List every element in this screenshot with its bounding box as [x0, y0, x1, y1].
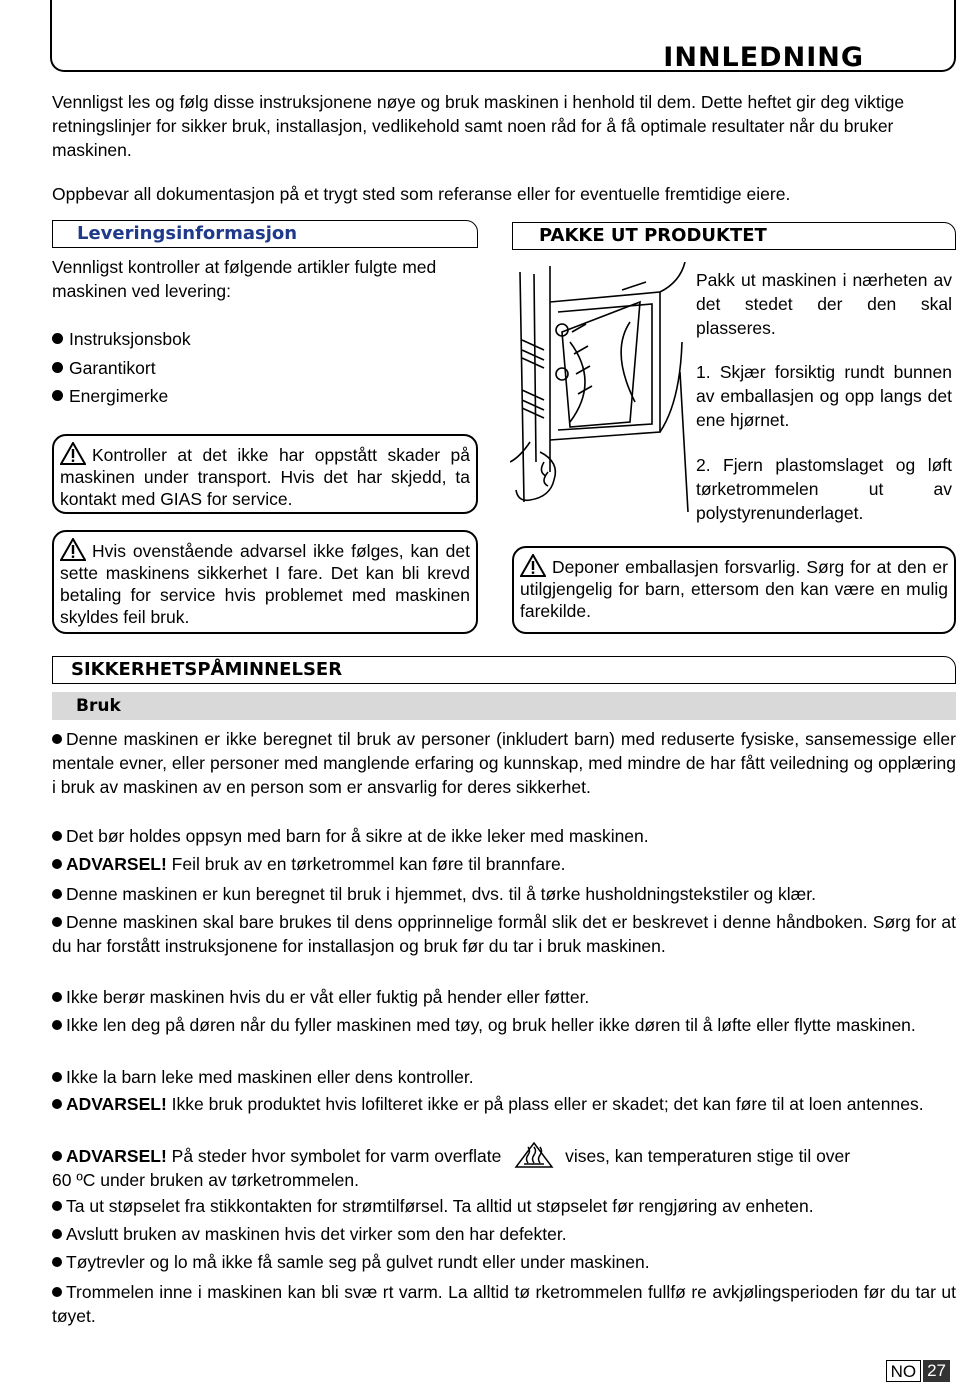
safety-item: Ta ut støpselet fra stikkontakten for strømtilførsel. Ta alltid ut støpselet før rengjøring av enheten. — [52, 1194, 956, 1218]
transport-warning-text: Kontroller at det ikke har oppstått skader på maskinen under transport. Hvis det har skjedd, ta kontakt med GIAS for service. — [60, 445, 470, 509]
unpack-step-2: 2. Fjern plastomslaget og løft tørketrommelen ut av polystyrenunderlaget. — [696, 455, 952, 523]
safety-item: Ikke len deg på døren når du fyller maskinen med tøy, og bruk heller ikke døren til å løfte eller flytte maskinen. — [52, 1013, 956, 1037]
warning-icon — [520, 554, 546, 577]
packaging-warning-box — [512, 546, 956, 634]
intro-paragraph: Vennligst les og følg disse instruksjonene nøye og bruk maskinen i henhold til dem. Dette heftet gir deg viktige retningslinjer for sikker bruk, installasjon, vedlikehold samt noen råd for å få optimale resultater når du bruker maskinen. — [52, 92, 905, 160]
safety-item: Trommelen inne i maskinen kan bli svæ rt varm. La alltid tø rketrommelen fullfø re avkjølingsperioden før du tar ut tøyet. — [52, 1282, 956, 1326]
safety-item: Denne maskinen er kun beregnet til bruk i hjemmet, dvs. til å tørke husholdningstekstiler og klær. — [52, 882, 956, 906]
safety-item: Denne maskinen skal bare brukes til dens opprinnelige formål slik det er beskrevet i denne håndboken. Sørg for at du har forstått instruksjonene for installasjon og bruk før du tar i bruk maskinen. — [52, 912, 956, 956]
safety-item: Avslutt bruken av maskinen hvis det virker som den har defekter. — [52, 1222, 956, 1246]
hot-surface-icon — [514, 1142, 554, 1168]
list-item: Energimerke — [52, 382, 472, 411]
delivery-heading: Leveringsinformasjon — [52, 220, 478, 248]
usage-subheading-bar — [52, 692, 956, 720]
unpack-heading: PAKKE UT PRODUKTET — [512, 222, 956, 250]
delivery-items — [52, 325, 472, 411]
safety-heading: SIKKERHETSPÅMINNELSER — [52, 656, 956, 684]
intro-storage-note: Oppbevar all dokumentasjon på et trygt sted som referanse eller for eventuelle fremtidige eiere. — [52, 184, 791, 204]
safety-item: Ikke berør maskinen hvis du er våt eller fuktig på hender eller føtter. — [52, 985, 956, 1009]
list-item: Garantikort — [52, 354, 472, 383]
unpacking-illustration — [510, 262, 690, 512]
misuse-warning-text: Hvis ovenstående advarsel ikke følges, kan det sette maskinens sikkerhet I fare. Det kan bli krevd betaling for service hvis problemet med maskinen skyldes feil bruk. — [60, 541, 470, 627]
warning-icon — [60, 442, 86, 465]
unpack-step-intro: Pakk ut maskinen i nærheten av det stedet der den skal plasseres. — [696, 270, 952, 338]
misuse-warning-box — [52, 530, 478, 634]
warning-icon — [60, 538, 86, 561]
safety-item: Det bør holdes oppsyn med barn for å sikre at de ikke leker med maskinen. — [52, 824, 956, 848]
language-code: NO — [886, 1360, 922, 1382]
safety-item: Denne maskinen er ikke beregnet til bruk av personer (inkludert barn) med reduserte fysiske, sansemessige eller mentale evner, eller personer med manglende erfaring og kunnskap, med mindre de har fått veiledning og opplæring i bruk av maskinen av en person som er ansvarlig for deres sikkerhet. — [52, 729, 956, 797]
safety-item: ADVARSEL! På steder hvor symbolet for varm overflate vises, kan temperaturen stige til over 60 ºC under bruken av tørketrommelen. — [52, 1142, 956, 1192]
safety-item: Ikke la barn leke med maskinen eller dens kontroller. — [52, 1065, 956, 1089]
usage-subheading: Bruk — [76, 696, 121, 716]
packaging-warning-text: Deponer emballasjen forsvarlig. Sørg for at den er utilgjengelig for barn, ettersom den kan være en mulig farekilde. — [520, 557, 948, 621]
page-number-value: 27 — [923, 1360, 950, 1382]
page-title: INNLEDNING — [663, 42, 864, 73]
safety-item: ADVARSEL! Ikke bruk produktet hvis lofilteret ikke er på plass eller er skadet; det kan føre til at loen antennes. — [52, 1092, 956, 1116]
delivery-intro: Vennligst kontroller at følgende artikler fulgte med maskinen ved levering: — [52, 257, 437, 301]
unpack-step-1: 1. Skjær forsiktig rundt bunnen av emballasjen og opp langs det ene hjørnet. — [696, 362, 952, 430]
list-item: Instruksjonsbok — [52, 325, 472, 354]
safety-item: Tøytrevler og lo må ikke få samle seg på gulvet rundt eller under maskinen. — [52, 1250, 956, 1274]
safety-item: ADVARSEL! Feil bruk av en tørketrommel kan føre til brannfare. — [52, 852, 956, 876]
transport-warning-box — [52, 434, 478, 514]
page-number — [886, 1360, 950, 1382]
